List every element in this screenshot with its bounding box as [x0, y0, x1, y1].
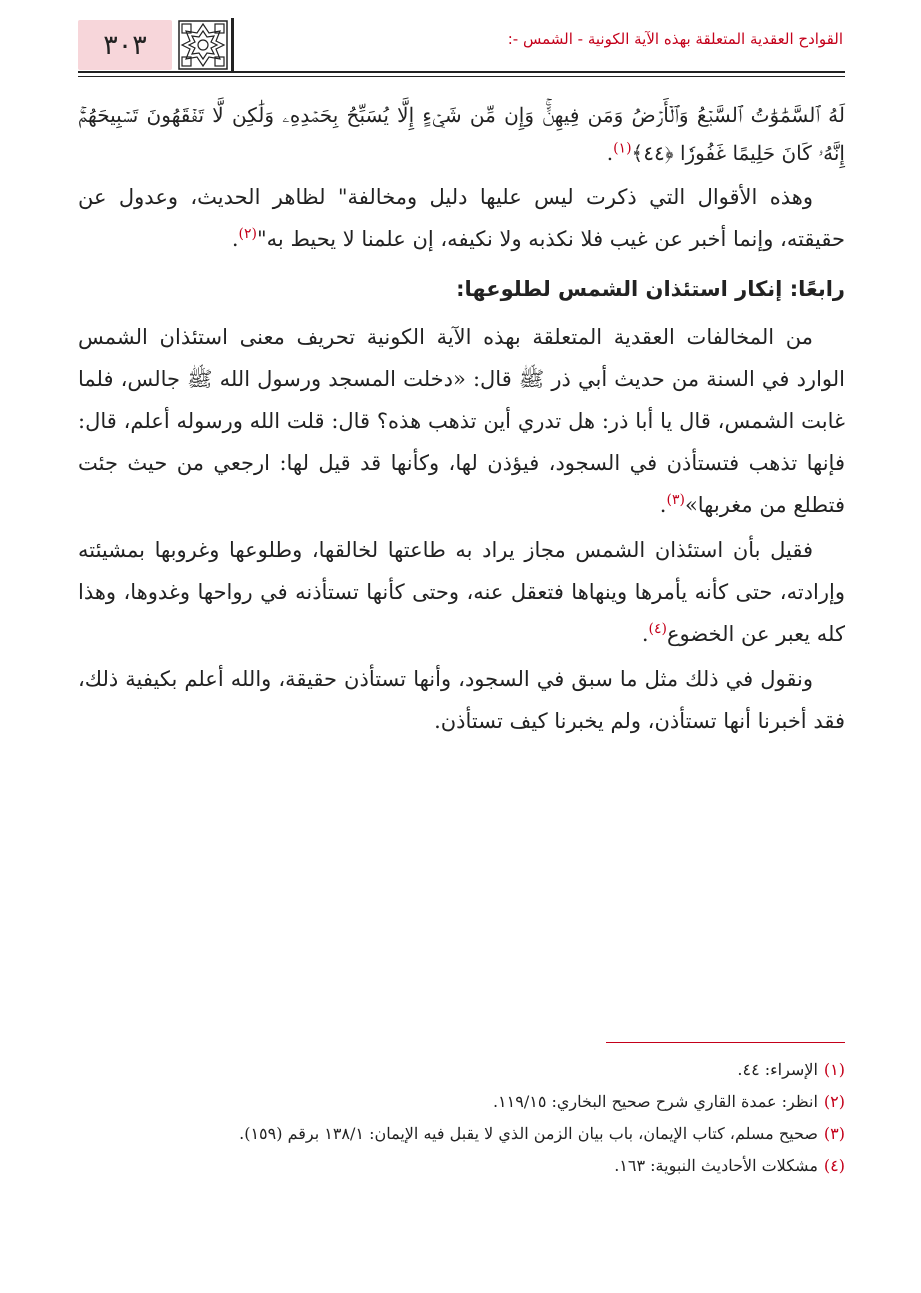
running-title: القوادح العقدية المتعلقة بهذه الآية الكونية - الشمس -: [507, 30, 843, 48]
footnote-text: انظر: عمدة القاري شرح صحيح البخاري: ١١٩/١٥. [492, 1092, 818, 1111]
footnote-item [78, 1118, 845, 1150]
footnote-item [78, 1086, 845, 1118]
paragraph: فقيل بأن استئذان الشمس مجاز يراد به طاعتها لخالقها، وطلوعها وغروبها بمشيئته وإرادته، حتى كأنه يأمرها وينهاها فتعقل عنه، وحتى كأنها تستأذنه في رواحها وغدوها، وهذا كله يعبر عن الخضوع$^{(٤)}$. [78, 538, 845, 646]
section-heading: رابعًا: إنكار استئذان الشمس لطلوعها: [456, 277, 845, 301]
paragraph-text: من المخالفات العقدية المتعلقة بهذه الآية الكونية تحريف معنى استئذان الشمس الوارد في السنة من حديث أبي ذر ﷺ قال: «دخلت المسجد ورسول الله ﷺ جالس، فلما غابت الشمس، قال يا أبا ذر: هل تدري أين تذهب هذه؟ قال: قلت الله ورسوله أعلم، قال: فإنها تذهب فتستأذن في السجود، فيؤذن لها، وكأنها قد قيل لها: ارجعي من حيث جئت فتطلع من مغربها» [78, 325, 845, 517]
paragraph-text: فقيل بأن استئذان الشمس مجاز يراد به طاعتها لخالقها، وطلوعها وغروبها بمشيئته وإرادته، حتى كأنه يأمرها وينهاها فتعقل عنه، وحتى كأنها تستأذنه في رواحها وغدوها، وهذا كله يعبر عن الخضوع [78, 538, 845, 646]
paragraph-text: وهذه الأقوال التي ذكرت ليس عليها دليل ومخالفة" لظاهر الحديث، وعدول عن حقيقته، وإنما أخبر عن غيب فلا نكذبه ولا نكيفه، إن علمنا لا يحيط به" [78, 185, 845, 251]
footnote-text: الإسراء: ٤٤. [737, 1060, 818, 1079]
header-rule [78, 71, 845, 73]
footnote-item [78, 1054, 845, 1086]
footnotes [78, 1054, 845, 1182]
quran-text: لَهُ ٱلسَّمَٰوَٰتُ ٱلسَّبۡعُ وَٱلۡأَرۡضُ وَمَن فِيهِنَّۚ وَإِن مِّن شَيۡءٍ إِلَّا يُسَبِّحُ بِحَمۡدِهِۦ وَلَٰكِن لَّا تَفۡقَهُونَ تَسۡبِيحَهُمۡۚ إِنَّهُۥ كَانَ حَلِيمًا غَفُورٗا ﴿٤٤﴾ [78, 103, 845, 165]
header-rule-thin [78, 76, 845, 77]
footnote-ref[interactable]: (٤) [648, 621, 667, 637]
page-number: ٣٠٣ [103, 29, 147, 61]
quran-verse: لَهُ ٱلسَّمَٰوَٰتُ ٱلسَّبۡعُ وَٱلۡأَرۡضُ وَمَن فِيهِنَّۚ وَإِن مِّن شَيۡءٍ إِلَّا يُسَبِّحُ بِحَمۡدِهِۦ وَلَٰكِن لَّا تَفۡقَهُونَ تَسۡبِيحَهُمۡۚ إِنَّهُۥ كَانَ حَلِيمًا غَفُورٗا ﴿٤٤﴾$^{(١)}$. [78, 103, 845, 165]
footnote-number: (٣) [823, 1124, 845, 1143]
islamic-geometric-ornament-icon [178, 20, 228, 70]
footnote-ref[interactable]: (١) [613, 140, 632, 157]
footnote-separator [606, 1042, 845, 1043]
paragraph: وهذه الأقوال التي ذكرت ليس عليها دليل ومخالفة" لظاهر الحديث، وعدول عن حقيقته، وإنما أخبر عن غيب فلا نكذبه ولا نكيفه، إن علمنا لا يحيط به"$^{(٢)}$. [78, 185, 845, 251]
footnote-text: صحيح مسلم، كتاب الإيمان، باب بيان الزمن الذي لا يقبل فيه الإيمان: ١٣٨/١ برقم (١٥٩). [239, 1124, 818, 1143]
footnote-ref[interactable]: (٢) [238, 226, 257, 242]
footnote-text: مشكلات الأحاديث النبوية: ١٦٣. [614, 1156, 818, 1175]
paragraph-text: ونقول في ذلك مثل ما سبق في السجود، وأنها تستأذن حقيقة، والله أعلم بكيفية ذلك، فقد أخبرنا أنها تستأذن، ولم يخبرنا كيف تستأذن. [78, 667, 845, 733]
footnote-number: (١) [823, 1060, 845, 1079]
paragraph: من المخالفات العقدية المتعلقة بهذه الآية الكونية تحريف معنى استئذان الشمس الوارد في السنة من حديث أبي ذر ﷺ قال: «دخلت المسجد ورسول الله ﷺ جالس، فلما غابت الشمس، قال يا أبا ذر: هل تدري أين تذهب هذه؟ قال: قلت الله ورسوله أعلم، قال: فإنها تذهب فتستأذن في السجود، فيؤذن لها، وكأنها قد قيل لها: ارجعي من حيث جئت فتطلع من مغربها»$^{(٣)}$. [78, 325, 845, 517]
footnote-number: (٢) [823, 1092, 845, 1111]
page-number-badge [78, 20, 172, 70]
main-text [78, 96, 845, 745]
paragraph [78, 658, 845, 742]
header-divider [231, 18, 234, 71]
footnote-number: (٤) [823, 1156, 845, 1175]
footnote-ref[interactable]: (٣) [666, 492, 685, 508]
footnote-item [78, 1150, 845, 1182]
